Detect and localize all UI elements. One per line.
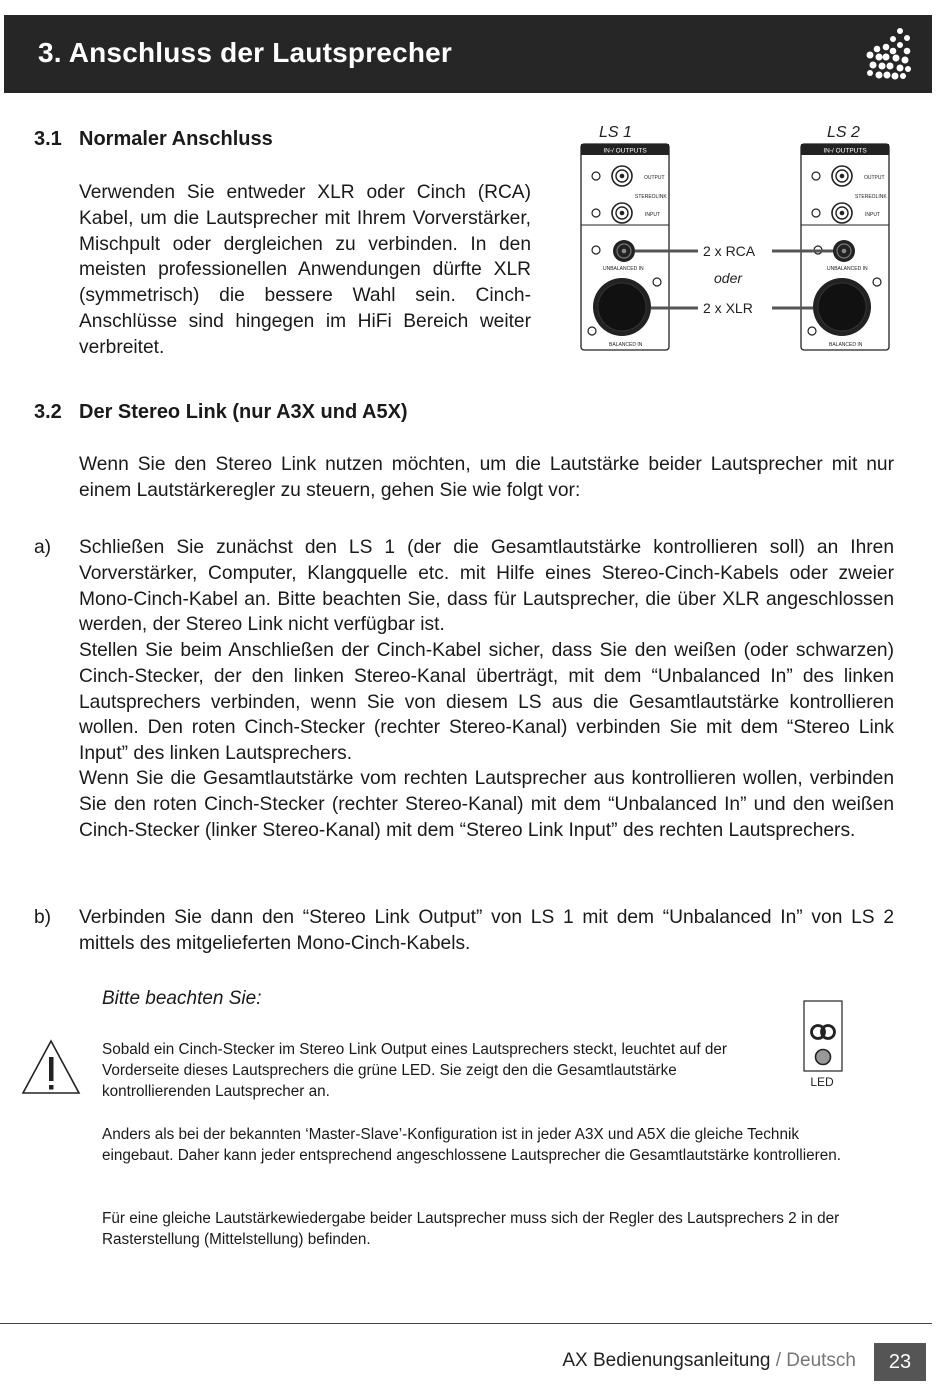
ls1-label: LS 1 [599, 124, 632, 141]
xlr-label: 2 x XLR [703, 300, 753, 316]
panel-header-label: IN-/ OUTPUTS [823, 147, 867, 155]
footer-divider [0, 1323, 932, 1324]
output-label: OUTPUT [864, 175, 885, 181]
note-title: Bitte beachten Sie: [102, 988, 262, 1009]
step-a-paragraph-1: Schließen Sie zunächst den LS 1 (der die Gesamtlautstärke kontrollieren soll) an Ihren Vorverstärker, Computer, Klangquelle etc. mit Hilfe eines Stereo-Cinch-Kabels oder zweier Mono-Cinch-Kabel an. Bitte beachten Sie, dass für Lautsprecher, die über XLR angeschlossen werden, der Stereo Link nicht verfügbar ist. [79, 537, 894, 636]
page-header [4, 15, 932, 93]
section-number: 3.2 [34, 401, 62, 423]
step-b-marker: b) [34, 907, 52, 928]
section-body-normal-connection: Verwenden Sie entweder XLR oder Cinch (RCA) Kabel, um die Lautsprecher mit Ihrem Vorverstärker, Mischpult oder dergleichen zu verbinden. In den meisten professionellen Anwendungen dürfte XLR (symmetrisch) die bessere Wahl sein. Cinch-Anschlüsse sind hingegen im HiFi Bereich weiter verbreitet. [79, 182, 531, 358]
ls1-panel [581, 144, 669, 350]
section-title: Der Stereo Link (nur A3X und A5X) [79, 401, 408, 423]
balanced-in-label: BALANCED IN [609, 342, 643, 348]
stereolink-label: STEREOLINK [855, 194, 887, 200]
stereo-link-intro: Wenn Sie den Stereo Link nutzen möchten, um die Lautstärke beider Lautsprecher mit nur einem Lautstärkeregler zu steuern, gehen Sie wie folgt vor: [79, 454, 894, 501]
warning-icon [20, 1038, 82, 1096]
connection-diagram [575, 118, 915, 358]
note-paragraph-2: Anders als bei der bekannten ‘Master-Slave’-Konfiguration ist in jeder A3X und A5X die gleiche Technik eingebaut. Daher kann jeder entsprechend angeschlossene Lautsprecher die Gesamtlautstärke kontrollieren. [102, 1126, 841, 1164]
step-a-paragraph-2: Stellen Sie beim Anschließen der Cinch-Kabel sicher, dass Sie den weißen (oder schwarzen) Cinch-Stecker, der den linken Stereo-Kanal überträgt, mit dem “Unbalanced In” des linken Lautsprechers verbinden, wenn Sie von diesem LS aus die Gesamtlautstärke kontrollieren wollen. Den roten Cinch-Stecker (rechter Stereo-Kanal) verbinden Sie mit dem “Stereo Link Input” des linken Lautsprechers. [79, 640, 894, 765]
note-paragraph-3: Für eine gleiche Lautstärkewiedergabe beider Lautsprecher muss sich der Regler des Lautsprechers 2 in der Rasterstellung (Mittelstellung) befinden. [102, 1210, 840, 1248]
note-paragraph-1: Sobald ein Cinch-Stecker im Stereo Link Output eines Lautsprechers steckt, leuchtet auf der Vorderseite dieses Lautsprechers die grüne LED. Sie zeigt den die Gesamtlautstärke kontrollierenden Lautsprecher an. [102, 1041, 727, 1100]
oder-label: oder [714, 270, 743, 286]
brand-logo-icon [860, 25, 918, 83]
section-heading-3-2 [34, 401, 408, 424]
step-a-marker: a) [34, 537, 52, 558]
led-light-icon [816, 1050, 831, 1065]
ls2-panel [801, 144, 889, 350]
input-label: INPUT [865, 212, 880, 218]
footer-separator: / [770, 1350, 787, 1371]
section-heading-3-1 [34, 128, 273, 151]
unbalanced-in-label: UNBALANCED IN [603, 266, 644, 272]
step-a-paragraph-3: Wenn Sie die Gesamtlautstärke vom rechten Lautsprecher aus kontrollieren wollen, verbinden Sie den roten Cinch-Stecker (rechter Stereo-Kanal) mit dem “Unbalanced In” und den weißen Cinch-Stecker (linker Stereo-Kanal) mit dem “Stereo Link Input” des rechten Lautsprechers. [79, 768, 894, 841]
panel-header-label: IN-/ OUTPUTS [603, 147, 647, 155]
rca-label: 2 x RCA [703, 243, 756, 259]
footer-language: Deutsch [786, 1350, 856, 1371]
unbalanced-in-label: UNBALANCED IN [827, 266, 868, 272]
led-indicator-diagram [800, 1000, 850, 1092]
step-b-paragraph: Verbinden Sie dann den “Stereo Link Output” von LS 1 mit dem “Unbalanced In” von LS 2 mittels des mitgelieferten Mono-Cinch-Kabels. [79, 907, 894, 954]
footer-doc-title: AX Bedienungsanleitung [562, 1350, 771, 1371]
section-title: Normaler Anschluss [79, 128, 273, 150]
page-title: 3. Anschluss der Lautsprecher [38, 37, 453, 68]
section-number: 3.1 [34, 128, 62, 150]
ls2-label: LS 2 [827, 124, 860, 141]
output-label: OUTPUT [644, 175, 665, 181]
balanced-in-label: BALANCED IN [829, 342, 863, 348]
input-label: INPUT [645, 212, 660, 218]
footer-text [562, 1350, 856, 1372]
led-label: LED [810, 1075, 834, 1089]
page-number: 23 [874, 1343, 926, 1381]
stereolink-label: STEREOLINK [635, 194, 667, 200]
